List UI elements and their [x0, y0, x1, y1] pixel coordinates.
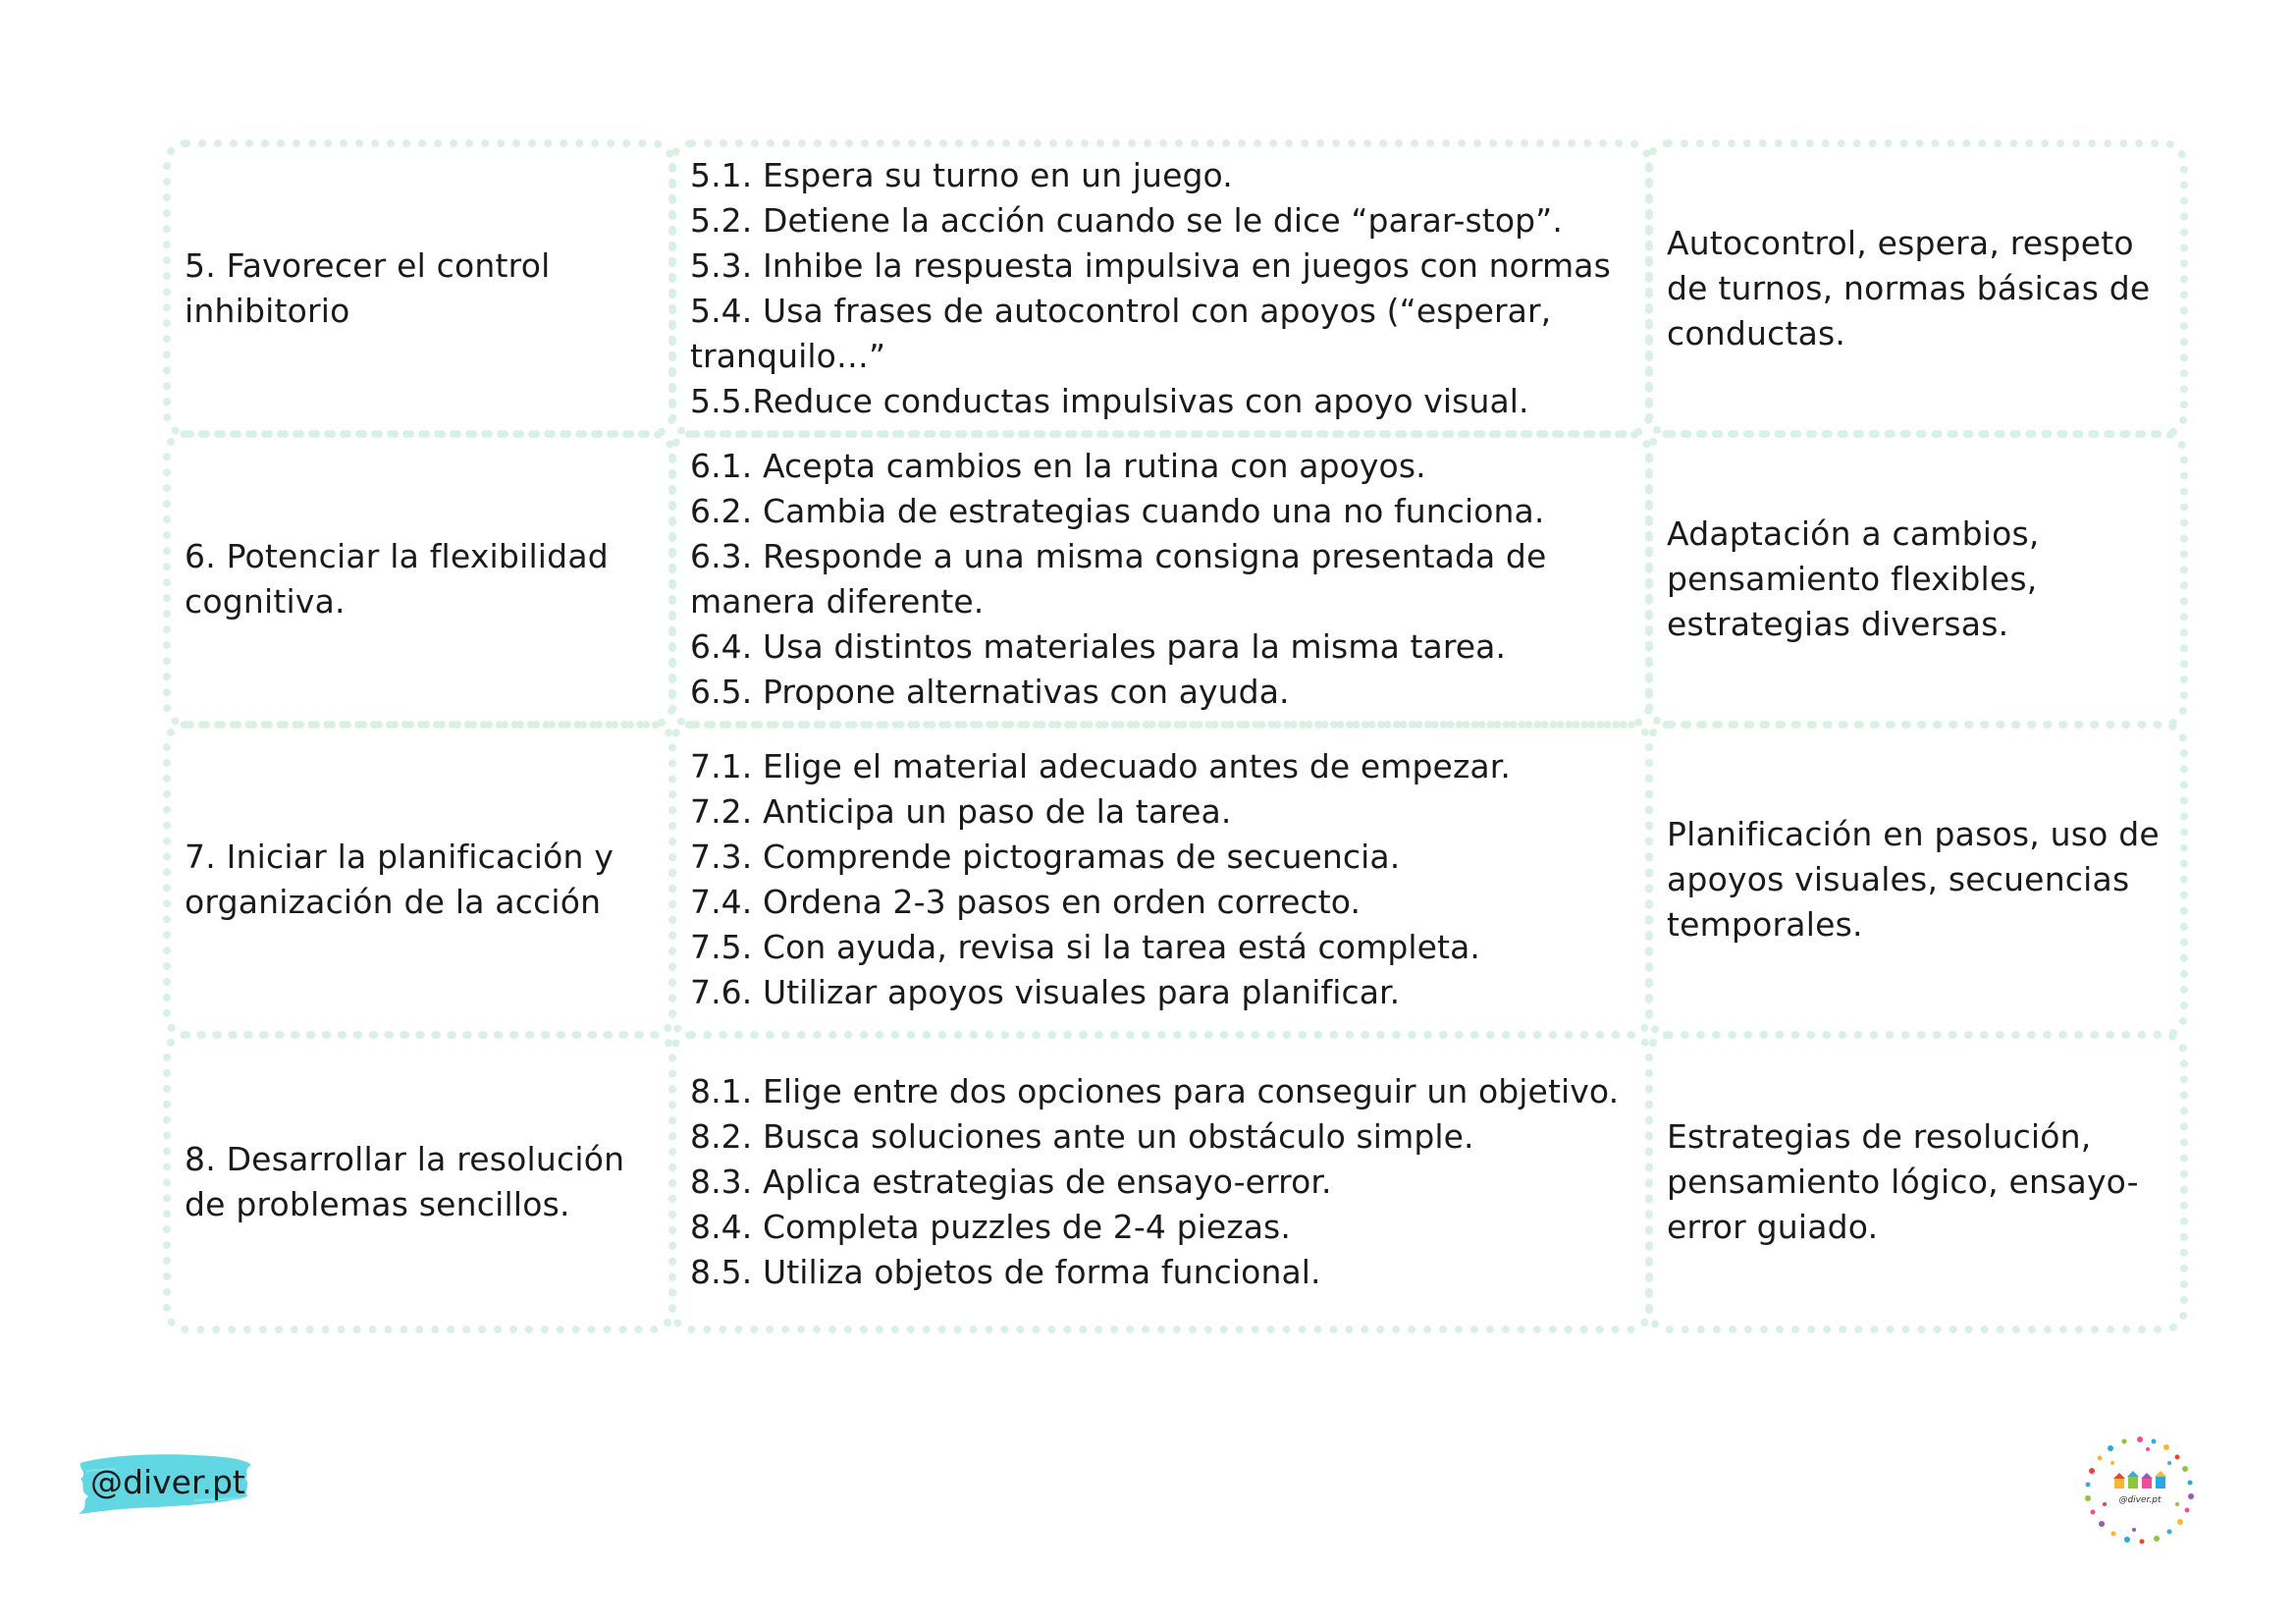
list-item: 5.3. Inhibe la respuesta impulsiva en juegos con normas	[690, 246, 1611, 285]
social-handle	[77, 1449, 255, 1518]
handle-text: @diver.pt	[90, 1463, 245, 1501]
objective-cell	[163, 139, 676, 438]
items-list	[690, 444, 1628, 715]
items-cell	[668, 1031, 1653, 1333]
list-item: 7.1. Elige el material adecuado antes de empezar.	[690, 747, 1511, 785]
objective-cell	[163, 721, 676, 1039]
list-item: 8.1. Elige entre dos opciones para conseguir un objetivo.	[690, 1072, 1620, 1110]
items-list	[690, 1069, 1619, 1295]
list-item: 7.6. Utilizar apoyos visuales para planificar.	[690, 973, 1401, 1011]
list-item: 7.3. Comprende pictogramas de secuencia.	[690, 838, 1401, 876]
items-cell	[668, 139, 1653, 438]
objectives-table	[167, 143, 2184, 1329]
logo-text: @diver.pt	[2118, 1495, 2162, 1505]
objective-cell	[163, 1031, 676, 1333]
items-cell	[668, 721, 1653, 1039]
list-item: 6.3. Responde a una misma consigna presentada de manera diferente.	[690, 537, 1547, 621]
items-cell	[668, 430, 1653, 729]
list-item: 6.5. Propone alternativas con ayuda.	[690, 673, 1290, 711]
objective-cell	[163, 430, 676, 729]
list-item: 8.4. Completa puzzles de 2-4 piezas.	[690, 1208, 1291, 1246]
list-item: 8.2. Busca soluciones ante un obstáculo simple.	[690, 1117, 1474, 1156]
content-text: Estrategias de resolución, pensamiento lógico, ensayo-error guiado.	[1667, 1117, 2139, 1246]
list-item: 5.1. Espera su turno en un juego.	[690, 156, 1233, 194]
content-text: Adaptación a cambios, pensamiento flexibles, estrategias diversas.	[1667, 514, 2040, 643]
list-item: 6.1. Acepta cambios en la rutina con apoyos.	[690, 447, 1426, 485]
list-item: 6.4. Usa distintos materiales para la misma tarea.	[690, 627, 1507, 666]
logo-icon	[2083, 1434, 2197, 1547]
objective-text: 8. Desarrollar la resolución de problemas sencillos.	[185, 1140, 625, 1223]
content-cell	[1645, 139, 2188, 438]
list-item: 5.5.Reduce conductas impulsivas con apoyo visual.	[690, 382, 1529, 420]
content-text: Planificación en pasos, uso de apoyos visuales, secuencias temporales.	[1667, 815, 2160, 944]
list-item: 5.4. Usa frases de autocontrol con apoyos (“esperar, tranquilo…”	[690, 292, 1552, 375]
brand-logo	[2083, 1434, 2197, 1547]
objective-text: 5. Favorecer el control inhibitorio	[185, 246, 551, 330]
list-item: 7.4. Ordena 2-3 pasos en orden correcto.	[690, 883, 1362, 921]
content-text: Autocontrol, espera, respeto de turnos, normas básicas de conductas.	[1667, 224, 2151, 352]
items-list	[690, 744, 1511, 1015]
list-item: 7.2. Anticipa un paso de la tarea.	[690, 792, 1232, 831]
content-cell	[1645, 430, 2188, 729]
list-item: 7.5. Con ayuda, revisa si la tarea está completa.	[690, 928, 1481, 966]
content-cell	[1645, 721, 2188, 1039]
objective-text: 7. Iniciar la planificación y organización de la acción	[185, 838, 614, 921]
items-list	[690, 153, 1628, 424]
list-item: 8.5. Utiliza objetos de forma funcional.	[690, 1253, 1321, 1291]
list-item: 6.2. Cambia de estrategias cuando una no funciona.	[690, 492, 1545, 530]
list-item: 5.2. Detiene la acción cuando se le dice “parar-stop”.	[690, 201, 1563, 240]
list-item: 8.3. Aplica estrategias de ensayo-error.	[690, 1163, 1332, 1201]
objective-text: 6. Potenciar la flexibilidad cognitiva.	[185, 537, 609, 621]
content-cell	[1645, 1031, 2188, 1333]
